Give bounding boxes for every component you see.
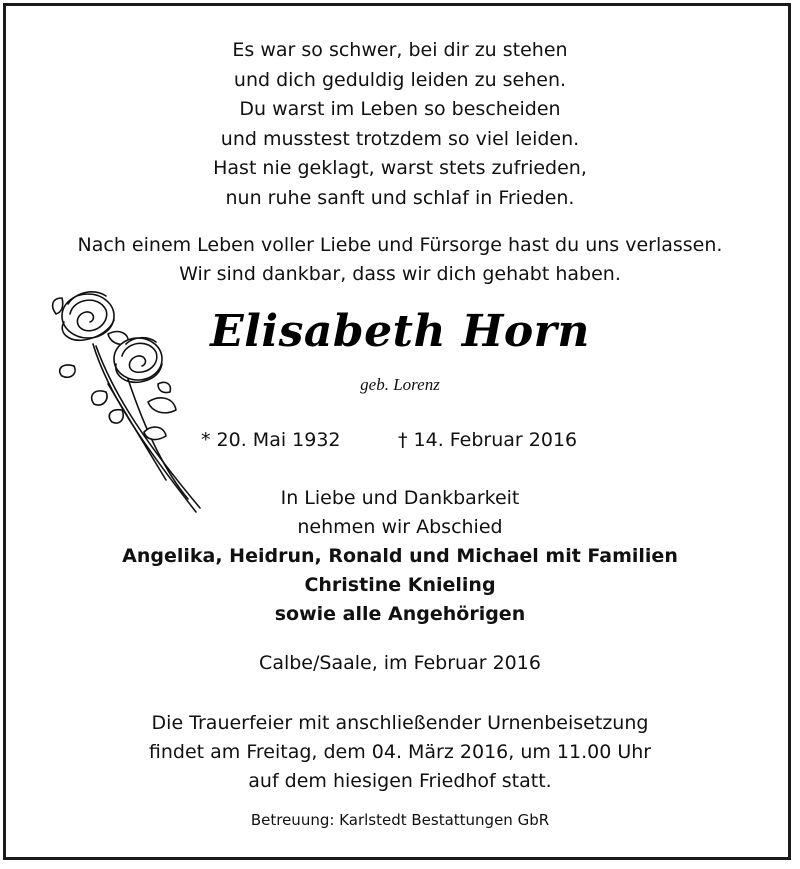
poem-line: und dich geduldig leiden zu sehen. (233, 68, 567, 91)
poem-line: Es war so schwer, bei dir zu stehen (232, 39, 568, 61)
intro-line: Nach einem Leben voller Liebe und Fürsorge hast du uns verlassen. (77, 234, 723, 256)
mourner-line: sowie alle Angehörigen (274, 603, 526, 625)
intro-text (0, 231, 800, 289)
farewell-line: In Liebe und Dankbarkeit (280, 487, 520, 509)
mourner-line: Angelika, Heidrun, Ronald und Michael mit Familien (122, 545, 678, 567)
ceremony-line: Die Trauerfeier mit anschließender Urnenbeisetzung (151, 712, 649, 734)
death-date: † 14. Februar 2016 (398, 429, 578, 451)
mourners-list (50, 542, 750, 629)
deceased-name: Elisabeth Horn (210, 306, 590, 357)
poem (0, 36, 800, 213)
intro-line: Wir sind dankbar, dass wir dich gehabt haben. (179, 263, 621, 285)
farewell-text (100, 484, 700, 542)
poem-line: und musstest trotzdem so viel leiden. (220, 127, 580, 150)
poem-line: nun ruhe sanft und schlaf in Frieden. (225, 186, 575, 209)
poem-line: Hast nie geklagt, warst stets zufrieden, (213, 157, 587, 179)
mourner-line: Christine Knieling (304, 574, 496, 596)
birth-date: * 20. Mai 1932 (201, 429, 341, 451)
place-date: Calbe/Saale, im Februar 2016 (259, 652, 541, 674)
ceremony-info (0, 709, 800, 796)
farewell-line: nehmen wir Abschied (297, 516, 503, 538)
ceremony-line: auf dem hiesigen Friedhof statt. (248, 770, 552, 792)
undertaker-credit: Betreuung: Karlstedt Bestattungen GbR (250, 811, 550, 829)
maiden-name: geb. Lorenz (360, 375, 440, 394)
ceremony-line: findet am Freitag, dem 04. März 2016, um 11.00 Uhr (148, 741, 652, 763)
poem-line: Du warst im Leben so bescheiden (239, 98, 561, 120)
